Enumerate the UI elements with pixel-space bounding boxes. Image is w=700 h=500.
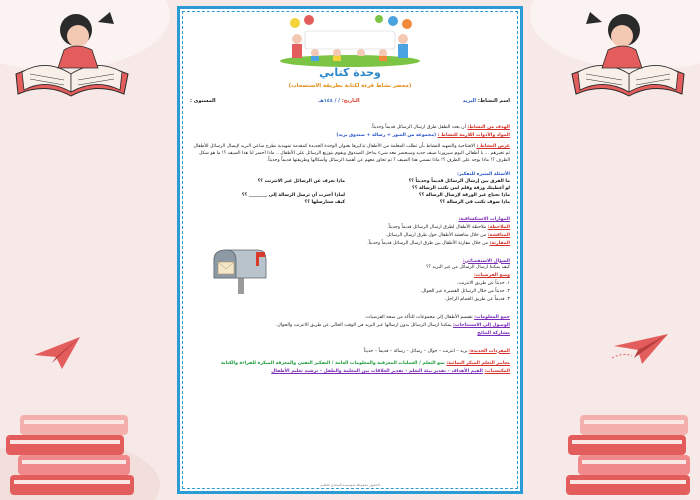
hypothesis-item: ٣. قديماً عن طريق الحمام الزاجل. bbox=[444, 297, 510, 303]
hypotheses-heading: وضع الفرضيات: bbox=[474, 273, 510, 279]
question-item: لو أعطيتك ورقة وقلم لمن تكتب الرسالة ؟؟ bbox=[412, 186, 510, 192]
conclusions: الوصول إلى الاستنتاجات: يمكننا ارسال الرسائل بدون ارسالها عبر البريد في الوقت الحالي عن طريق الانترنت والجوال. bbox=[275, 322, 510, 328]
page-footer: الحقوق محفوظة لمؤسسة السعدي للتعليم bbox=[320, 482, 380, 487]
info-gathering: جمع المعلومات: تقسيم الأطفال إلى مجموعات للتأكد من صحة الفرضيات. bbox=[364, 314, 510, 320]
skill-item: المقارنة: من خلال مقارنة الأطفال بين طرق ارسال الرسائل قديماً وحديثاً. bbox=[367, 240, 510, 246]
skills-heading: المهارات الاستكشافية: bbox=[458, 217, 510, 223]
unit-title: وحدة كتابي bbox=[319, 66, 381, 79]
question-item: ماذا تعرف عن الرسائل غير الانترنت ؟؟ bbox=[257, 179, 345, 185]
acquired-values: المكتسبات: القيم الأهداف – تقدير بيئة التعلم – تقدير العلاقات بين المعلمة والطفل – ترشيد تعليم الأطفال bbox=[271, 369, 510, 375]
meta-row bbox=[190, 98, 510, 106]
girl-reading-book-illustration bbox=[6, 2, 136, 102]
paper-plane-icon bbox=[32, 333, 82, 373]
skill-item: المناقشة: من خلال مناقشة الأطفال حول طرق ارسال الرسائل. bbox=[385, 232, 510, 238]
questions-list bbox=[190, 179, 510, 207]
question-item: ما الفرق بين إرسال الرسائل قديماً وحديثاً ؟؟ bbox=[408, 179, 510, 185]
stack-of-books-illustration bbox=[2, 383, 142, 498]
activity-date: التاريخ: / / ١٤٤هـ bbox=[318, 97, 360, 104]
hypothesis-item: ٢. حديثاً من خلال الرسائل القصيرة عبر الجوال. bbox=[420, 289, 510, 295]
tools: المواد والأدوات اللازمة للنشاط : (مجموعة من الصور + رسالة + صندوق بريد) bbox=[336, 133, 510, 138]
question-item: ماذا سوف تكتب في الرسالة ؟؟ bbox=[439, 200, 510, 206]
activity-name: اسم النشاط: البريد bbox=[462, 97, 510, 104]
activity-subtitle: (محضر نشاط قرءة لكتابة بطريقة الاستصحاب) bbox=[288, 82, 412, 89]
new-vocabulary: المفردات الجديدة: بريد – انترنت – جوال – رسائل – رسالة – قديماً – حديثاً bbox=[363, 348, 510, 354]
learning-standards: معايير التعلم المبكر النمائية: نمو التعلم / العمليات المعرفية والمعلومات العامة / التفكير التقني والمعرفة المبكرة للقراءة والكتابة bbox=[221, 361, 510, 367]
paper-plane-icon bbox=[610, 328, 670, 368]
question-item: كيف ستارسلها ؟؟ bbox=[304, 200, 345, 206]
lesson-plan-sheet bbox=[177, 6, 523, 494]
activity-presentation: عرض النشاط : الافتتاحية والتمهيد للنشاط بأن تطلب المعلمة من الأطفال تذكيرها بعنوان الوحدة الجديدة كمقدمة تمهيدية تطرح ساعي البريد لإيصال الرسائل للأطفال ثم تخبرهم ... يا أطفالي اليوم سيزورنا ضيف جديد وسيحضر معه شيء بداخل الصندوق ويقوم بتوزيع الرسائل على الأطفال .. ماذا أحضر لنا هذا الضيف ؟! ما هو شكل الظرف ؟! ماذا يوجد على الظرف ؟! ماذا نسمي هذا الضيف ؟ ثم تحاور معهم عن أهمية الرسائل وأشكالها وطريقتها قديماً وحديثاً. bbox=[193, 143, 510, 163]
hypothesis-item: ١. حديثاً عن طريق الانترنت. bbox=[457, 281, 510, 287]
inquiry-question: السؤال الاستقصائي: كيف يمكننا ارسال الرسائل من غير البريد ؟؟ bbox=[426, 258, 510, 271]
questions-heading: الأسئلة المثيرة للتفكير: bbox=[457, 171, 510, 177]
girl-reading-book-illustration bbox=[564, 2, 694, 102]
question-item: ماذا نحتاج غير الورقة لإرسال الرسالة ؟؟ bbox=[418, 193, 510, 199]
question-item: لماذا أخترت أن ترسل الرسالة إلى ________ ؟؟ bbox=[241, 193, 345, 199]
children-banner-illustration bbox=[275, 15, 425, 67]
sharing-results: مشاركة النتائج bbox=[477, 330, 510, 336]
skill-item: الملاحظة: ملاحظة الأطفال لطرق ارسال الرسائل قديماً وحديثاً. bbox=[387, 224, 510, 230]
activity-level: المستوى : bbox=[190, 97, 216, 104]
mailbox-icon bbox=[208, 246, 272, 296]
stack-of-books-illustration bbox=[558, 383, 698, 498]
general-goal: الهدف من النشاط: أن يعدد الطفل طرق ارسال الرسائل قديماً وحديثاً. bbox=[370, 125, 510, 131]
